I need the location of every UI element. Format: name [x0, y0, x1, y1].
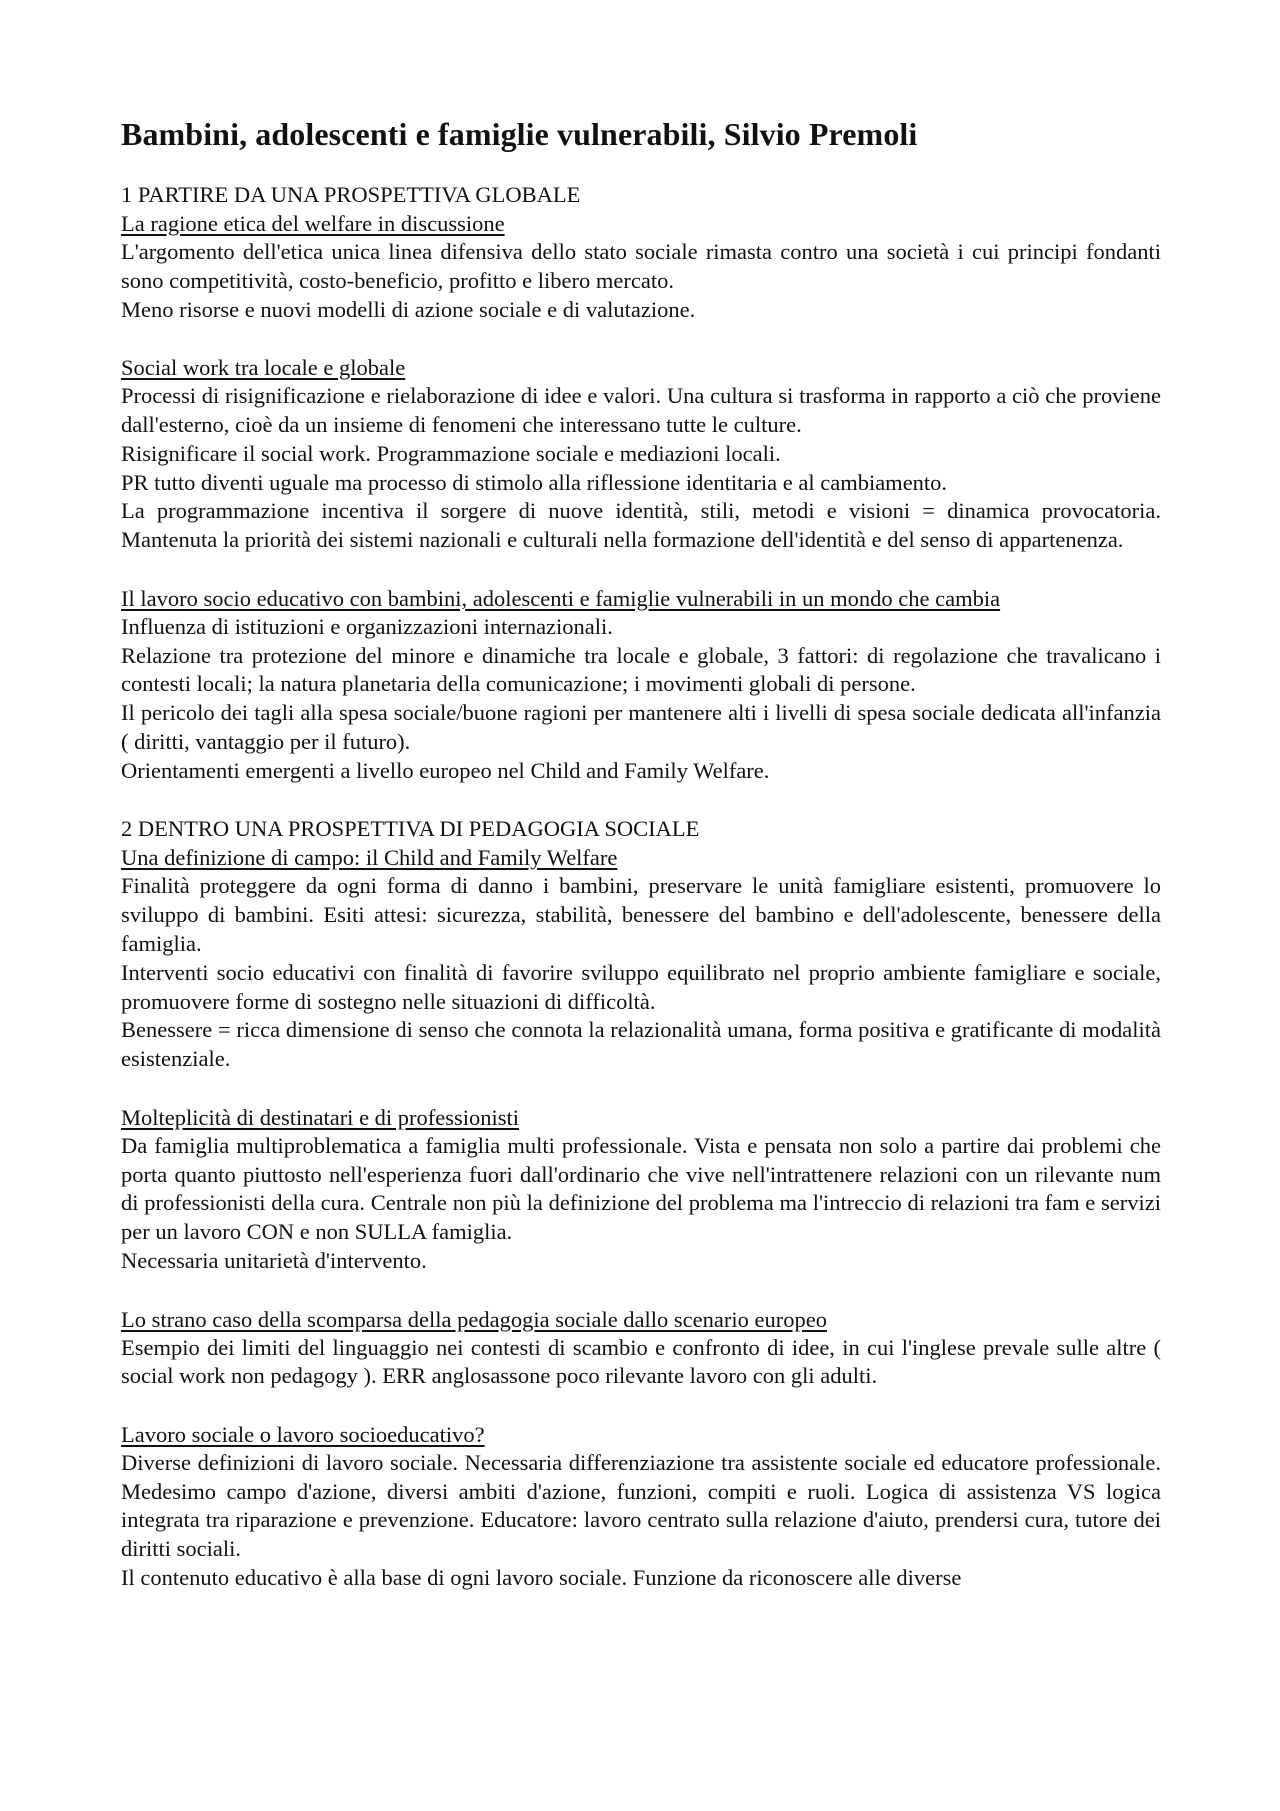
- paragraph: Il contenuto educativo è alla base di ogni lavoro sociale. Funzione da riconoscere alle diverse: [121, 1565, 962, 1591]
- paragraph: PR tutto diventi uguale ma processo di stimolo alla riflessione identitaria e al cambiamento.: [121, 469, 948, 495]
- section-heading: Lo strano caso della scomparsa della pedagogia sociale dallo scenario europeo: [121, 1306, 827, 1332]
- paragraph: Da famiglia multiproblematica a famiglia multi professionale. Vista e pensata non solo a partire dai problemi che porta quanto piuttosto nell'esperienza fuori dall'ordinario che vive nell'intrattenere relazioni con un rilevante num di professionisti della cura. Centrale non più la definizione del problema ma l'intreccio di relazioni tra fam e servizi per un lavoro CON e non SULLA famiglia.: [121, 1132, 1161, 1245]
- document-title: Bambini, adolescenti e famiglie vulnerabili, Silvio Premoli: [121, 116, 918, 152]
- paragraph: Meno risorse e nuovi modelli di azione sociale e di valutazione.: [121, 296, 696, 322]
- section-heading: Una definizione di campo: il Child and Family Welfare: [121, 845, 618, 871]
- paragraph: Relazione tra protezione del minore e dinamiche tra locale e globale, 3 fattori: di regolazione che travalicano i contesti locali; la natura planetaria della comunicazione; i movimenti globali di persone.: [121, 642, 1161, 697]
- document-page: [121, 112, 1161, 1593]
- paragraph: Interventi socio educativi con finalità di favorire sviluppo equilibrato nel proprio ambiente famigliare e sociale, promuovere forme di sostegno nelle situazioni di difficoltà.: [121, 959, 1161, 1014]
- paragraph: Orientamenti emergenti a livello europeo nel Child and Family Welfare.: [121, 757, 770, 783]
- section-heading: Il lavoro socio educativo con bambini, adolescenti e famiglie vulnerabili in un mondo che cambia: [121, 585, 1001, 611]
- paragraph: Influenza di istituzioni e organizzazioni internazionali.: [121, 613, 613, 639]
- paragraph: Risignificare il social work. Programmazione sociale e mediazioni locali.: [121, 440, 781, 466]
- chapter-heading: 1 PARTIRE DA UNA PROSPETTIVA GLOBALE: [121, 182, 581, 207]
- paragraph: Necessaria unitarietà d'intervento.: [121, 1247, 427, 1273]
- paragraph: Diverse definizioni di lavoro sociale. Necessaria differenziazione tra assistente sociale ed educatore professionale. Medesimo campo d'azione, diversi ambiti d'azione, funzioni, compiti e ruoli. Logica di assistenza VS logica integrata tra riparazione e prevenzione. Educatore: lavoro centrato sulla relazione d'aiuto, prendersi cura, tutore dei diritti sociali.: [121, 1449, 1161, 1562]
- paragraph: Benessere = ricca dimensione di senso che connota la relazionalità umana, forma positiva e gratificante di modalità esistenziale.: [121, 1017, 1161, 1072]
- paragraph: Esempio dei limiti del linguaggio nei contesti di scambio e confronto di idee, in cui l'inglese prevale sulle altre ( social work non pedagogy ). ERR anglosassone poco rilevante lavoro con gli adulti.: [121, 1334, 1161, 1389]
- paragraph: Il pericolo dei tagli alla spesa sociale/buone ragioni per mantenere alti i livelli di spesa sociale dedicata all'infanzia ( diritti, vantaggio per il futuro).: [121, 700, 1161, 754]
- chapter-heading: 2 DENTRO UNA PROSPETTIVA DI PEDAGOGIA SOCIALE: [121, 816, 700, 842]
- section-heading: Lavoro sociale o lavoro socioeducativo?: [121, 1421, 485, 1447]
- section-heading: Social work tra locale e globale: [121, 355, 406, 381]
- section-heading: La ragione etica del welfare in discussione: [121, 211, 505, 236]
- paragraph: La programmazione incentiva il sorgere di nuove identità, stili, metodi e visioni = dinamica provocatoria. Mantenuta la priorità dei sistemi nazionali e culturali nella formazione dell'identità e del senso di appartenenza.: [121, 498, 1161, 553]
- paragraph: Processi di risignificazione e rielaborazione di idee e valori. Una cultura si trasforma in rapporto a ciò che proviene dall'esterno, cioè da un insieme di fenomeni che interessano tutte le culture.: [121, 383, 1161, 437]
- section-heading: Molteplicità di destinatari e di professionisti: [121, 1104, 520, 1130]
- paragraph: L'argomento dell'etica unica linea difensiva dello stato sociale rimasta contro una società i cui principi fondanti sono competitività, costo-beneficio, profitto e libero mercato.: [121, 239, 1161, 293]
- paragraph: Finalità proteggere da ogni forma di danno i bambini, preservare le unità famigliare esistenti, promuovere lo sviluppo di bambini. Esiti attesi: sicurezza, stabilità, benessere del bambino e dell'adolescente, benessere della famiglia.: [121, 873, 1161, 956]
